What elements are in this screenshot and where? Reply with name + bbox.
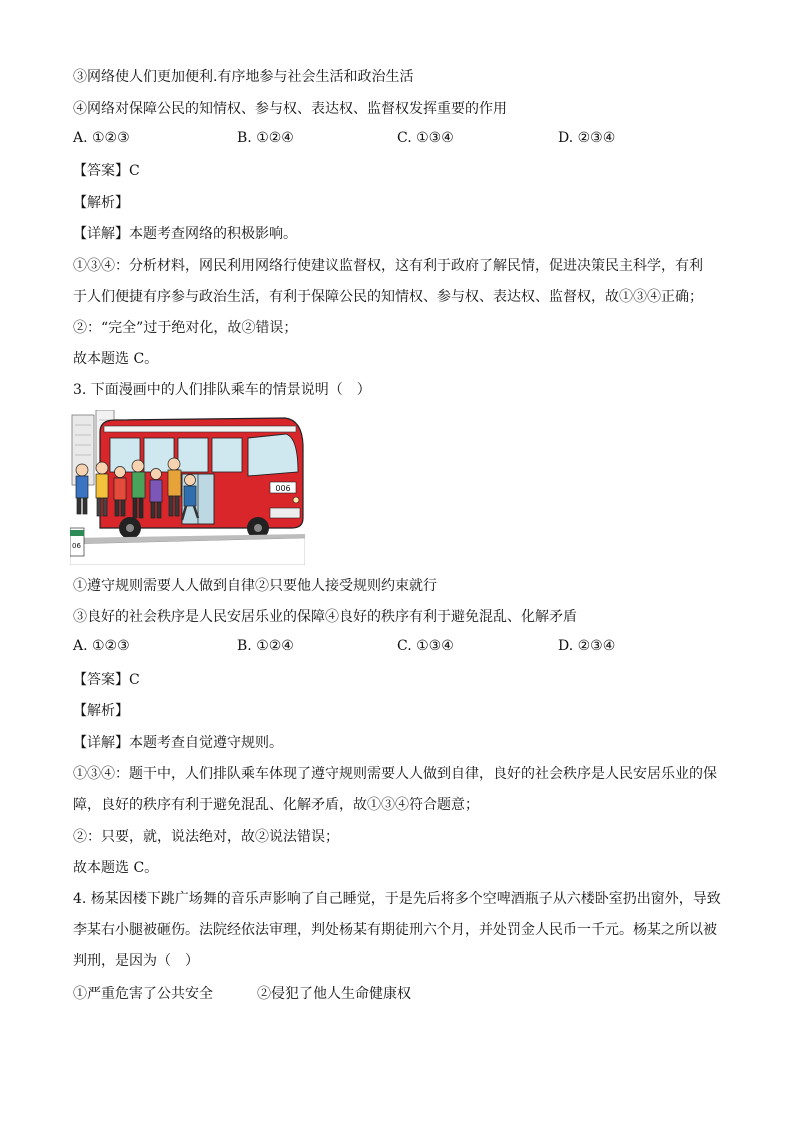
q2-explanation-2: 于人们便捷有序参与政治生活，有利于保障公民的知情权、参与权、表达权、监督权，故①③④正确； <box>73 289 703 305</box>
bus-stop-number: 06 <box>72 542 81 550</box>
q2-option-3: ③网络使人们更加便利.有序地参与社会生活和政治生活 <box>73 69 414 85</box>
q4-option-1: ①严重危害了公共安全 <box>73 986 213 1002</box>
q3-conclusion: 故本题选 C。 <box>73 860 159 876</box>
q3-detail: 【详解】本题考查自觉遵守规则。 <box>73 735 283 751</box>
q2-explanation-1: ①③④：分析材料，网民利用网络行使建议监督权，这有利于政府了解民情，促进决策民主科学，有利 <box>73 258 703 274</box>
q3-stem: 3. 下面漫画中的人们排队乘车的情景说明（ ） <box>73 382 371 398</box>
q3-analysis-label: 【解析】 <box>73 703 129 719</box>
q3-choice-a: A. ①②③ <box>73 638 130 654</box>
q3-choices <box>73 638 723 658</box>
q3-options-1-2: ①遵守规则需要人人做到自律②只要他人接受规则约束就行 <box>73 578 437 594</box>
q3-explanation-2: 障，良好的秩序有利于避免混乱、化解矛盾，故①③④符合题意； <box>73 797 479 813</box>
bus-window <box>178 438 208 472</box>
q3-choice-b: B. ①②④ <box>237 638 294 654</box>
q2-answer: 【答案】C <box>73 163 140 179</box>
q2-choices <box>73 130 723 150</box>
q3-explanation-1: ①③④：题干中，人们排队乘车体现了遵守规则需要人人做到自律，良好的社会秩序是人民安居乐业的保 <box>73 766 717 782</box>
q3-explanation-3: ②：只要，就，说法绝对，故②说法错误； <box>73 829 339 845</box>
q4-options <box>73 983 723 1003</box>
q2-conclusion: 故本题选 C。 <box>73 351 159 367</box>
q2-choice-d: D. ②③④ <box>558 130 616 146</box>
bus-number: 006 <box>275 484 291 493</box>
bus-windshield <box>248 434 298 476</box>
bus-window <box>212 438 242 472</box>
q4-stem-line-1: 4. 杨某因楼下跳广场舞的音乐声影响了自己睡觉，于是先后将多个空啤酒瓶子从六楼卧室扔出窗外，导致 <box>73 891 721 907</box>
q3-options-3-4: ③良好的社会秩序是人民安居乐业的保障④良好的秩序有利于避免混乱、化解矛盾 <box>73 609 577 625</box>
q2-choice-a: A. ①②③ <box>73 130 130 146</box>
q2-choice-b: B. ①②④ <box>237 130 294 146</box>
q4-stem-line-2: 李某右小腿被砸伤。法院经依法审理，判处杨某有期徒刑六个月，并处罚金人民币一千元。杨某之所以被 <box>73 922 717 938</box>
q2-analysis-label: 【解析】 <box>73 195 129 211</box>
q4-option-2: ②侵犯了他人生命健康权 <box>257 986 411 1002</box>
q2-detail: 【详解】本题考查网络的积极影响。 <box>73 226 297 242</box>
q3-choice-d: D. ②③④ <box>558 638 616 654</box>
q3-choice-c: C. ①③④ <box>397 638 454 654</box>
q2-choice-c: C. ①③④ <box>397 130 454 146</box>
q2-option-4: ④网络对保障公民的知情权、参与权、表达权、监督权发挥重要的作用 <box>73 101 507 117</box>
q3-answer: 【答案】C <box>73 672 140 688</box>
q2-explanation-3: ②：“完全”过于绝对化，故②错误； <box>73 320 298 336</box>
q4-stem-line-3: 判刑，是因为（ ） <box>73 953 199 969</box>
bus-queue-cartoon <box>70 410 305 565</box>
